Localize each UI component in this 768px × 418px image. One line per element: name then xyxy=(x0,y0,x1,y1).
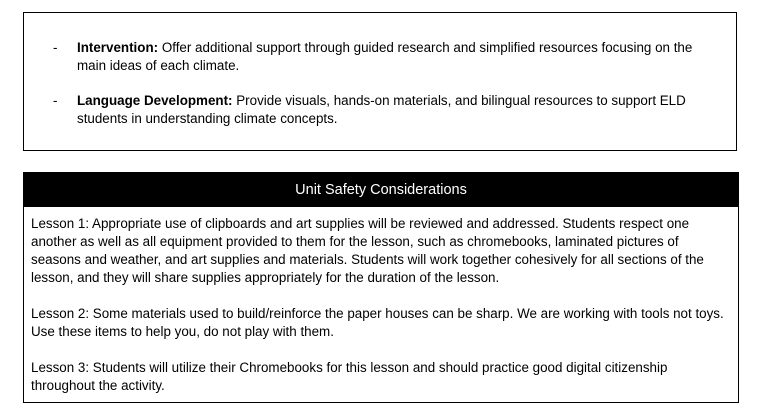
safety-table-header: Unit Safety Considerations xyxy=(24,173,738,207)
lesson-3-safety-text: Lesson 3: Students will utilize their Chromebooks for this lesson and should practice good digital citizenship throughout the activity. xyxy=(31,360,668,393)
support-term: Intervention: xyxy=(77,40,159,55)
support-item-intervention xyxy=(24,39,736,75)
safety-table-body xyxy=(24,207,738,395)
lesson-2-safety-text: Lesson 2: Some materials used to build/reinforce the paper houses can be sharp. We are working with tools not toys. Use these items to help you, do not play with them. xyxy=(31,306,724,339)
dash-bullet: - xyxy=(53,40,58,55)
dash-bullet: - xyxy=(53,93,58,108)
support-text: Offer additional support through guided research and simplified resources focusing on the main ideas of each climate. xyxy=(77,40,693,73)
support-text: Provide visuals, hands-on materials, and bilingual resources to support ELD students in understanding climate concepts. xyxy=(77,93,686,126)
support-term: Language Development: xyxy=(77,93,233,108)
lesson-1-safety-text: Lesson 1: Appropriate use of clipboards and art supplies will be reviewed and addressed. Students respect one another as well as all equipment provided to them for the lesson, such as chromebooks, laminated pictures of seasons and weather, and art supplies and materials. Students will work together cohesively for all sections of the lesson, and they will share supplies appropriately for the duration of the lesson. xyxy=(31,216,704,285)
safety-table xyxy=(23,172,739,403)
differentiation-box xyxy=(23,12,737,151)
support-list xyxy=(24,39,736,128)
support-item-language-development xyxy=(24,92,736,128)
